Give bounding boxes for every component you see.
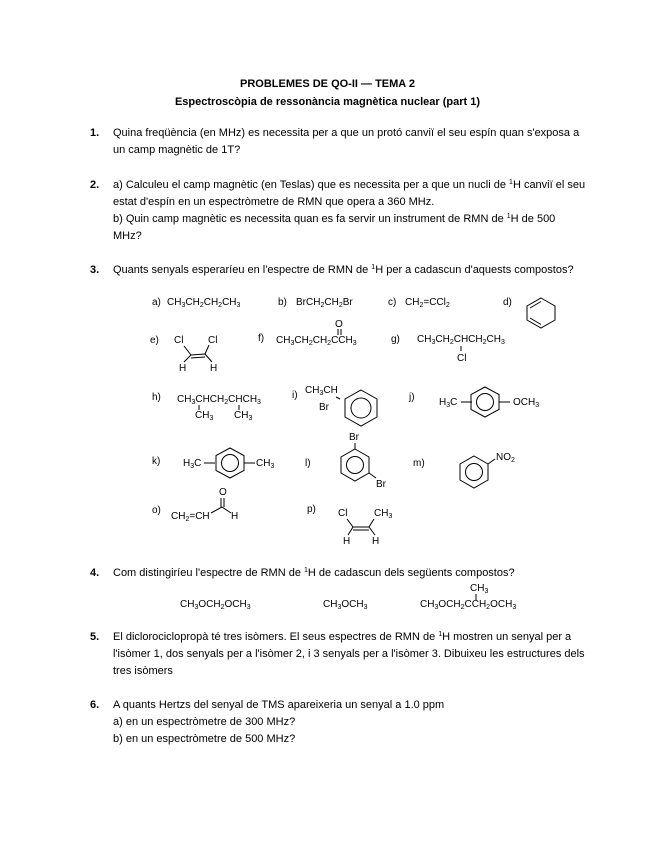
label-j: j) <box>409 392 415 403</box>
compound-c: $CH_2=CCl_2$ <box>405 297 450 309</box>
atom-label: H <box>231 511 239 522</box>
compound-q4-3-branch: $CH_3$ <box>470 583 489 595</box>
label-i: i) <box>292 390 298 401</box>
page-title: PROBLEMES DE QO-II — TEMA 2 <box>240 78 415 90</box>
compound-q4-2: $CH_3OCH_3$ <box>323 599 368 611</box>
compound-j-left: $H_3C$ <box>439 397 458 409</box>
label-o: o) <box>152 505 161 516</box>
label-e: e) <box>150 335 159 346</box>
compound-k-ring <box>202 445 264 481</box>
atom-label: H <box>179 363 187 374</box>
atom-label: O <box>219 487 227 498</box>
question-number: 4. <box>90 567 100 579</box>
question-number: 1. <box>90 127 100 139</box>
atom-label: Br <box>376 479 386 490</box>
label-b: b) <box>278 297 287 308</box>
compound-p-ch3: $CH_3$ <box>374 508 393 520</box>
compound-f: $CH_3CH_2CH_2CCH_3$ <box>276 335 357 347</box>
compound-b: $BrCH_2CH_2Br$ <box>296 297 353 309</box>
atom-label: Cl <box>338 508 348 519</box>
compound-j-right: $OCH_3$ <box>513 397 540 409</box>
label-h: h) <box>152 392 161 403</box>
atom-label: Cl <box>208 335 218 346</box>
label-c: c) <box>388 297 397 308</box>
label-a: a) <box>152 297 161 308</box>
compound-k-left: $H_3C$ <box>183 458 202 470</box>
question-2 <box>90 177 620 245</box>
compound-d-cyclohexadiene <box>524 296 558 330</box>
question-text: b) en un espectròmetre de 500 MHz? <box>113 733 296 745</box>
question-6 <box>90 697 620 748</box>
question-text: tres isòmers <box>113 665 173 677</box>
question-text: l'isòmer 1, dos senyals per a l'isòmer 2, i 3 senyals per a l'isòmer 3. Dibuixeu les estructures dels <box>113 648 585 660</box>
atom-label: Cl <box>174 335 184 346</box>
atom-label: H <box>372 536 380 547</box>
question-number: 5. <box>90 631 100 643</box>
atom-label: O <box>335 319 343 330</box>
question-number: 6. <box>90 699 100 711</box>
question-text: El diclorociclopropà té tres isòmers. El seus espectres de RMN de $^1$H mostren un senyal per a <box>113 631 572 643</box>
compound-q4-3: $CH_3OCH_2CCH_2OCH_3$ <box>420 599 517 611</box>
compound-k-right: $CH_3$ <box>256 458 275 470</box>
compound-g: $CH_3CH_2CHCH_2CH_3$ <box>417 334 505 346</box>
question-number: 3. <box>90 264 100 276</box>
compound-i: $CH_3CH$ <box>305 385 338 397</box>
question-text: un camp magnètic de 1T? <box>113 144 241 156</box>
compound-i-ring <box>318 386 384 430</box>
label-f: f) <box>258 333 265 344</box>
label-m: m) <box>413 458 425 469</box>
question-text: MHz? <box>113 230 142 242</box>
atom-label: H <box>343 536 351 547</box>
compound-e-cis-dichloroethene <box>172 331 228 375</box>
compound-h-branch: $CH_3$ <box>195 410 214 422</box>
question-text: A quants Hertzs del senyal de TMS apareixeria un senyal a 1.0 ppm <box>113 699 445 711</box>
question-1 <box>90 125 620 159</box>
question-text: a) en un espectròmetre de 300 MHz? <box>113 716 296 728</box>
atom-label: Br <box>319 402 329 413</box>
atom-label: Cl <box>457 353 467 364</box>
compound-o-aldehyde <box>209 486 249 524</box>
compound-a: $CH_3CH_2CH_2CH_3$ <box>167 297 241 309</box>
compound-m-nitrobenzene <box>456 448 530 494</box>
question-4: 4. Com distingiríeu l'espectre de RMN de $^1$H de cadascun dels següents compostos? <box>90 565 620 582</box>
question-5 <box>90 629 620 680</box>
chloro-substituent <box>455 346 471 364</box>
question-text: b) Quin camp magnètic es necessita quan es fa servir un instrument de RMN de $^1$H de 500 <box>113 213 556 225</box>
page-subtitle: Espectroscòpia de ressonància magnètica nuclear (part 1) <box>174 96 481 108</box>
carbonyl-group <box>334 318 346 336</box>
atom-label: Br <box>349 432 359 443</box>
atom-label: H <box>210 363 218 374</box>
label-d: d) <box>503 297 512 308</box>
label-l: l) <box>305 458 311 469</box>
compound-q4-1: $CH_3OCH_2OCH_3$ <box>180 599 251 611</box>
label-p: p) <box>307 504 316 515</box>
question-number: 2. <box>90 179 100 191</box>
label-g: g) <box>391 334 400 345</box>
question-text: Quina freqüència (en MHz) es necessita per a que un protó canviï el seu espín quan s'exposa a <box>113 127 580 139</box>
question-3: 3. Quants senyals esperaríeu en l'espectre de RMN de $^1$H per a cadascun d'aquests compostos? <box>90 262 620 279</box>
compound-m-no2: $NO_2$ <box>496 452 515 464</box>
compound-o-chain: $CH_2=CH$ <box>171 511 210 523</box>
question-text: estat d'espín en un espectròmetre de RMN que opera a 360 MHz. <box>113 196 435 208</box>
label-k: k) <box>152 456 161 467</box>
question-text: a) Calculeu el camp magnètic (en Teslas) que es necessita per a que un nucli de $^1$H canviï el seu <box>113 179 586 191</box>
compound-h: $CH_3CHCH_2CHCH_3$ <box>177 394 261 406</box>
compound-h-branch: $CH_3$ <box>234 410 253 422</box>
compound-l-dibromobenzene <box>338 428 398 492</box>
bond <box>473 594 479 602</box>
